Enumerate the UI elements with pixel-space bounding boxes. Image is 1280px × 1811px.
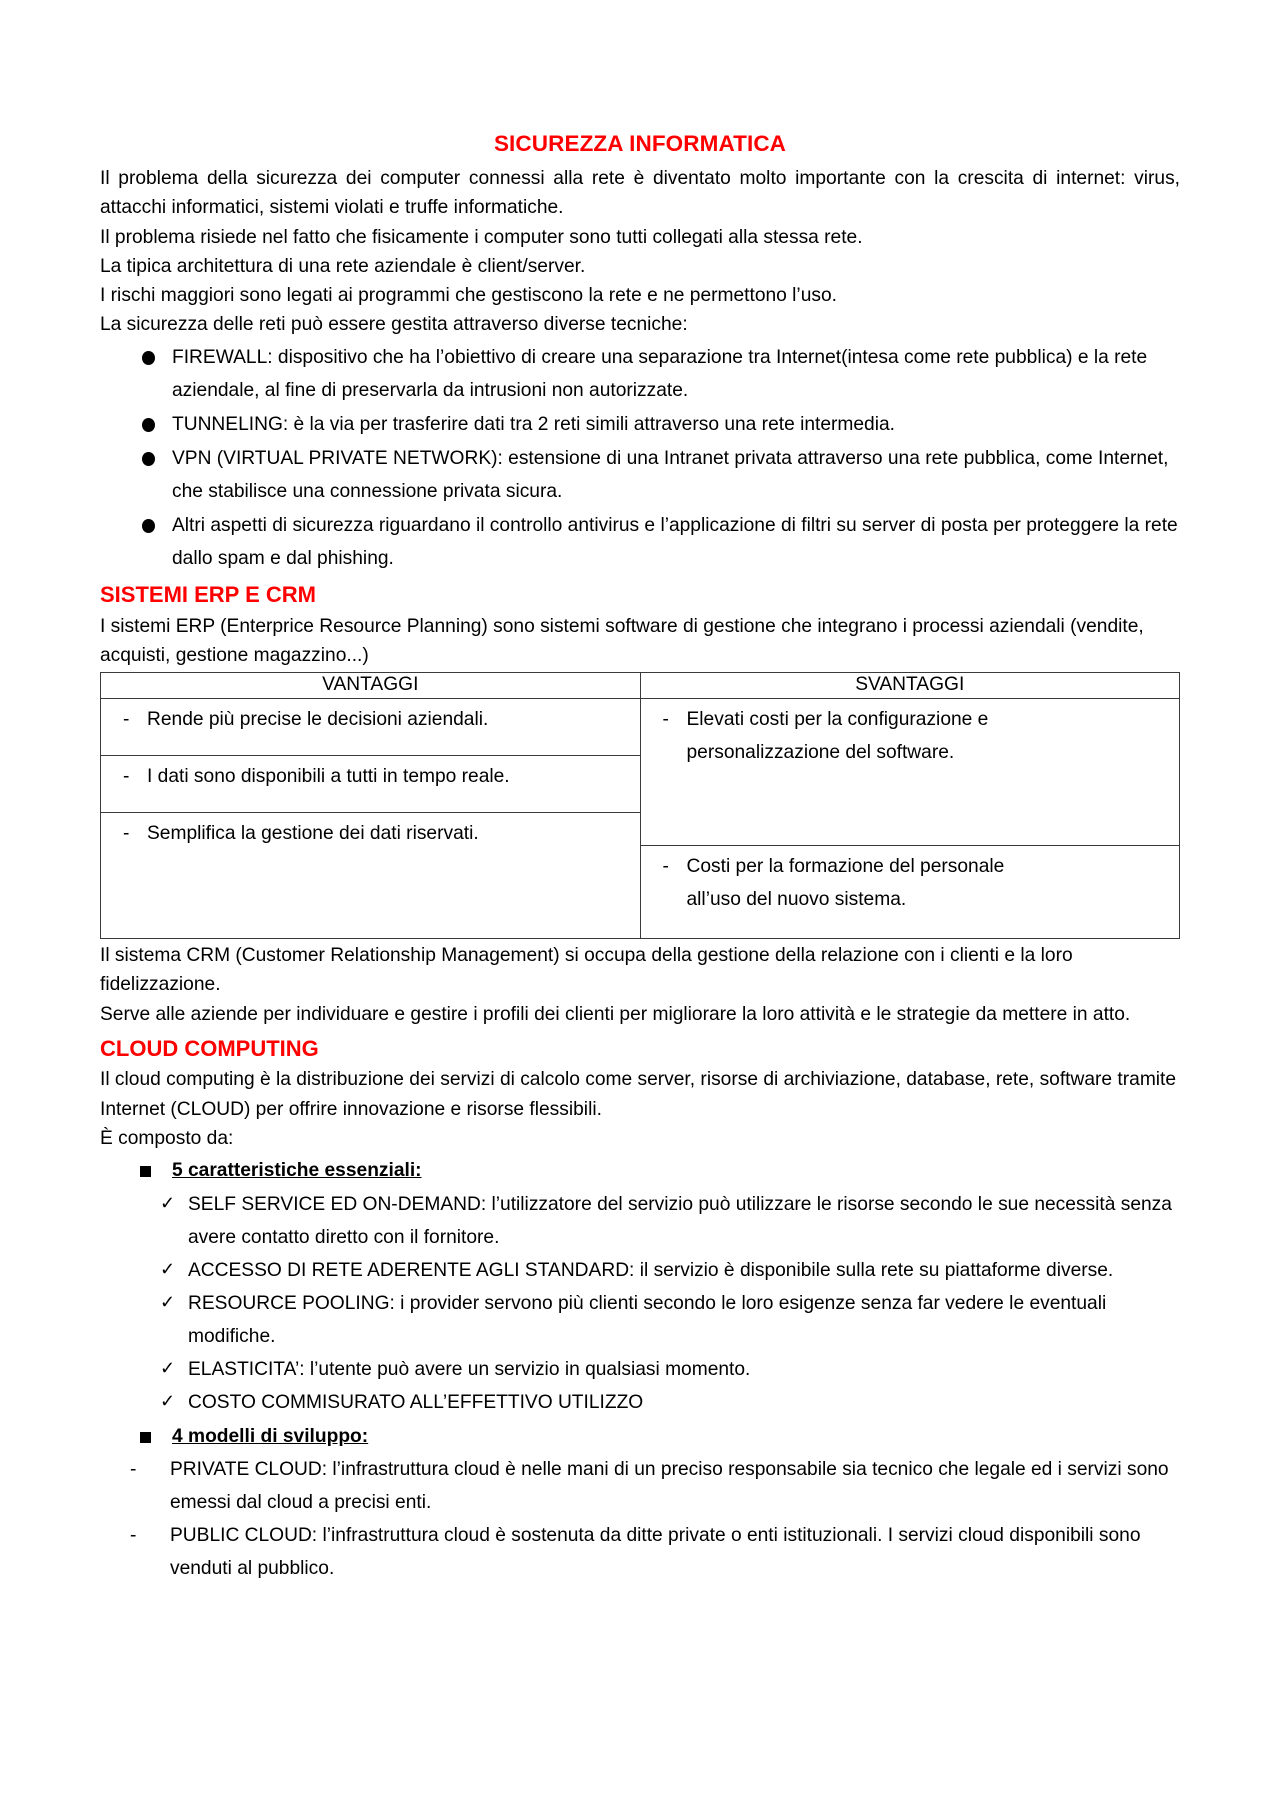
page-title: SICUREZZA INFORMATICA <box>493 131 787 156</box>
list-item <box>130 1519 1180 1585</box>
table-cell <box>101 813 640 906</box>
section-heading-cloud-computing: CLOUD COMPUTING <box>100 1035 319 1061</box>
cell-text: Semplifica la gestione dei dati riservati. <box>147 823 479 845</box>
list-item-text: ACCESSO DI RETE ADERENTE AGLI STANDARD: il servizio è disponibile sulla rete su piattaforme diverse. <box>188 1259 1114 1281</box>
check-bullet-icon: ✓ <box>160 1390 176 1411</box>
list-item-text: Altri aspetti di sicurezza riguardano il controllo antivirus e l’applicazione di filtri su server di posta per proteggere la rete dallo spam e dal phishing. <box>172 515 1178 570</box>
group-label-text: 5 caratteristiche essenziali: <box>172 1160 422 1181</box>
cloud-group-label-models <box>100 1421 1180 1454</box>
cell-content <box>101 699 640 755</box>
dash-bullet-icon: - <box>662 856 669 878</box>
list-item <box>140 509 1180 575</box>
security-techniques-list <box>100 341 1180 575</box>
section-heading-erp-crm: SISTEMI ERP E CRM <box>100 582 316 608</box>
table-row <box>101 699 640 756</box>
table-row <box>101 756 640 813</box>
crm-paragraph-1: Il sistema CRM (Customer Relationship Management) si occupa della gestione della relazione con i clienti e la loro fidelizzazione. <box>100 945 1073 996</box>
dash-bullet-icon: - <box>123 823 130 845</box>
intro-paragraph-5: La sicurezza delle reti può essere gestita attraverso diverse tecniche: <box>100 314 688 336</box>
crm-paragraph-2: Serve alle aziende per individuare e gestire i profili dei clienti per migliorare la loro attività e le strategie da mettere in atto. <box>100 1003 1131 1025</box>
check-bullet-icon: ✓ <box>160 1258 176 1279</box>
group-label-text: 4 modelli di sviluppo: <box>172 1425 369 1447</box>
list-item <box>160 1254 1180 1287</box>
list-item-text: ELASTICITA’: l’utente può avere un servizio in qualsiasi momento. <box>188 1358 751 1380</box>
square-bullet-icon <box>140 1166 151 1177</box>
table-column-vantaggi <box>101 673 641 939</box>
table-row <box>641 846 1180 939</box>
cell-text: personalizzazione del software. <box>686 742 955 764</box>
list-item <box>160 1287 1180 1353</box>
table-cell <box>641 846 1180 939</box>
intro-paragraph-2: Il problema risiede nel fatto che fisicamente i computer sono tutti collegati alla stessa rete. <box>100 226 863 248</box>
table-header-row <box>641 673 1180 698</box>
cell-content <box>641 699 1180 845</box>
circle-bullet-icon <box>142 351 155 365</box>
vantaggi-svantaggi-table <box>100 672 1180 939</box>
table-column-svantaggi <box>640 673 1180 939</box>
column-header-svantaggi: SVANTAGGI <box>855 674 965 696</box>
list-item-text: PRIVATE CLOUD: l’infrastruttura cloud è nelle mani di un preciso responsabile sia tecnico che legale ed i servizi sono emessi dal cloud a precisi enti. <box>170 1459 1169 1514</box>
check-bullet-icon: ✓ <box>160 1192 176 1213</box>
circle-bullet-icon <box>142 452 155 466</box>
list-item-text: FIREWALL: dispositivo che ha l’obiettivo di creare una separazione tra Internet(intesa come rete pubblica) e la rete aziendale, al fine di preservarla da intrusioni non autorizzate. <box>172 347 1148 402</box>
table-cell <box>101 699 640 756</box>
dash-bullet-icon: - <box>123 766 130 788</box>
cell-text: Elevati costi per la configurazione e <box>686 709 989 731</box>
cloud-paragraph-2: È composto da: <box>100 1127 234 1149</box>
dash-bullet-icon: - <box>662 709 669 731</box>
column-header-vantaggi: VANTAGGI <box>322 674 419 696</box>
intro-paragraph-4: I rischi maggiori sono legati ai programmi che gestiscono la rete e ne permettono l’uso. <box>100 284 837 306</box>
cell-content <box>641 846 1180 938</box>
circle-bullet-icon <box>142 519 155 533</box>
cell-text: Costi per la formazione del personale <box>686 856 1005 878</box>
table-row <box>101 813 640 906</box>
table-cell <box>101 756 640 813</box>
dash-bullet-icon: - <box>130 1525 137 1547</box>
cloud-characteristics-list <box>100 1188 1180 1419</box>
table-cell <box>641 699 1180 846</box>
list-item <box>140 341 1180 407</box>
cell-content <box>101 813 640 905</box>
dash-bullet-icon: - <box>130 1459 137 1481</box>
cell-text: all’uso del nuovo sistema. <box>686 889 907 911</box>
list-item <box>160 1188 1180 1254</box>
intro-paragraph-3: La tipica architettura di una rete aziendale è client/server. <box>100 255 586 277</box>
list-item <box>160 1353 1180 1386</box>
table-row <box>641 699 1180 846</box>
intro-paragraph-1: Il problema della sicurezza dei computer connessi alla rete è diventato molto importante con la crescita di internet: virus, attacchi informatici, sistemi violati e truffe informatiche. <box>100 168 1180 219</box>
cloud-models-list <box>100 1453 1180 1585</box>
cloud-group-label-characteristics <box>100 1155 1180 1188</box>
cell-text: I dati sono disponibili a tutti in tempo reale. <box>147 766 510 788</box>
list-item <box>130 1453 1180 1519</box>
square-bullet-icon <box>140 1432 151 1443</box>
cell-text: Rende più precise le decisioni aziendali. <box>147 709 489 731</box>
erp-intro-paragraph: I sistemi ERP (Enterprice Resource Planning) sono sistemi software di gestione che integrano i processi aziendali (vendite, acquisti, gestione magazzino...) <box>100 615 1144 667</box>
list-item-text: SELF SERVICE ED ON-DEMAND: l’utilizzatore del servizio può utilizzare le risorse secondo le sue necessità senza avere contatto diretto con il fornitore. <box>188 1193 1172 1248</box>
check-bullet-icon: ✓ <box>160 1357 176 1378</box>
list-item <box>160 1386 1180 1419</box>
cell-content <box>101 756 640 812</box>
list-item-text: PUBLIC CLOUD: l’infrastruttura cloud è sostenuta da ditte private o enti istituzionali. I servizi cloud disponibili sono venduti al pubblico. <box>170 1525 1141 1580</box>
list-item-text: RESOURCE POOLING: i provider servono più clienti secondo le loro esigenze senza far vedere le eventuali modifiche. <box>188 1292 1107 1347</box>
table-row <box>101 673 1180 939</box>
list-item-text: VPN (VIRTUAL PRIVATE NETWORK): estensione di una Intranet privata attraverso una rete pubblica, come Internet, che stabilisce una connessione privata sicura. <box>172 448 1169 503</box>
check-bullet-icon: ✓ <box>160 1291 176 1312</box>
list-item-text: COSTO COMMISURATO ALL’EFFETTIVO UTILIZZO <box>188 1391 644 1413</box>
table-header-row <box>101 673 640 698</box>
list-item-text: TUNNELING: è la via per trasferire dati tra 2 reti simili attraverso una rete intermedia. <box>172 414 895 436</box>
cloud-paragraph-1: Il cloud computing è la distribuzione dei servizi di calcolo come server, risorse di archiviazione, database, rete, software tramite Internet (CLOUD) per offrire innovazione e risorse flessibili. <box>100 1069 1177 1120</box>
list-item <box>140 442 1180 508</box>
circle-bullet-icon <box>142 418 155 432</box>
dash-bullet-icon: - <box>123 709 130 731</box>
list-item <box>140 408 1180 441</box>
